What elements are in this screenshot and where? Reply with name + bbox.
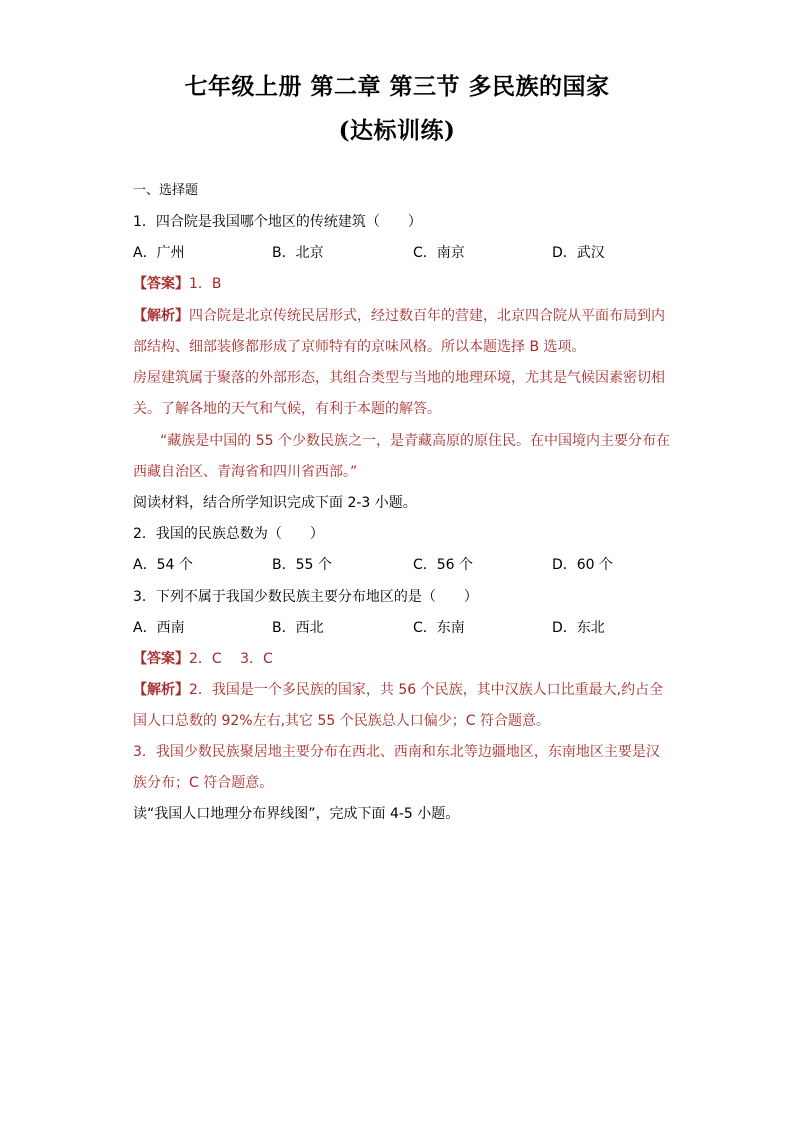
question-2-stem: 2．我国的民族总数为（ ） <box>133 526 324 542</box>
q2-option-a: A．54 个 <box>133 557 193 573</box>
answer-value: 2．C 3．C <box>189 651 273 667</box>
analysis-text: 四合院是北京传统民居形式，经过数百年的营建，北京四合院从平面布局到内 <box>189 308 665 324</box>
q1-answer <box>133 274 663 294</box>
q2-option-c: C．56 个 <box>413 557 474 573</box>
q1-option-d: D．武汉 <box>552 245 605 261</box>
question-3-stem: 3．下列不属于我国少数民族主要分布地区的是（ ） <box>133 589 478 605</box>
answer-value: 1．B <box>189 276 222 292</box>
question-1-stem: 1．四合院是我国哪个地区的传统建筑（ ） <box>133 214 422 230</box>
document-subtitle: (达标训练) <box>338 117 456 144</box>
q2-option-d: D．60 个 <box>552 557 614 573</box>
q3-option-c: C．东南 <box>413 620 465 636</box>
answer-tag: 【答案】 <box>133 651 189 667</box>
q1-option-a: A．广州 <box>133 245 185 261</box>
next-instruction: 读“我国人口地理分布界线图”，完成下面 4-5 小题。 <box>133 806 460 822</box>
q23-analysis-line-2: 国人口总数的 92%左右,其它 55 个民族总人口偏少；C 符合题意。 <box>133 713 550 729</box>
q1-option-b: B．北京 <box>272 245 324 261</box>
material-quote-line-1: “藏族是中国的 55 个少数民族之一，是青藏高原的原住民。在中国境内主要分布在 <box>160 433 670 449</box>
q23-analysis-line-1 <box>133 680 663 700</box>
material-instruction: 阅读材料，结合所学知识完成下面 2-3 小题。 <box>133 495 417 511</box>
q1-option-c: C．南京 <box>413 245 465 261</box>
material-quote-line-2: 西藏自治区、青海省和四川省西部。” <box>133 464 358 480</box>
q3-option-b: B．西北 <box>272 620 324 636</box>
q1-analysis-line-2: 部结构、细部装修都形成了京师特有的京味风格。所以本题选择 B 选项。 <box>133 339 586 355</box>
document-title: 七年级上册 第二章 第三节 多民族的国家 <box>184 73 610 100</box>
q3-option-a: A．西南 <box>133 620 185 636</box>
analysis-tag: 【解析】 <box>133 682 189 698</box>
q1-analysis-line-4: 关。了解各地的天气和气候，有利于本题的解答。 <box>133 401 441 417</box>
section-heading: 一、选择题 <box>133 183 199 198</box>
q2-option-b: B．55 个 <box>272 557 332 573</box>
q23-analysis-line-3: 3．我国少数民族聚居地主要分布在西北、西南和东北等边疆地区，东南地区主要是汉 <box>133 744 660 760</box>
answer-tag: 【答案】 <box>133 276 189 292</box>
q23-answer <box>133 649 663 669</box>
analysis-text: 2．我国是一个多民族的国家，共 56 个民族，其中汉族人口比重最大,约占全 <box>189 682 664 698</box>
q23-analysis-line-4: 族分布；C 符合题意。 <box>133 775 274 791</box>
q3-option-d: D．东北 <box>552 620 605 636</box>
analysis-tag: 【解析】 <box>133 308 189 324</box>
q1-analysis-line-1 <box>133 306 663 326</box>
q1-analysis-line-3: 房屋建筑属于聚落的外部形态，其组合类型与当地的地理环境，尤其是气候因素密切相 <box>133 370 665 386</box>
